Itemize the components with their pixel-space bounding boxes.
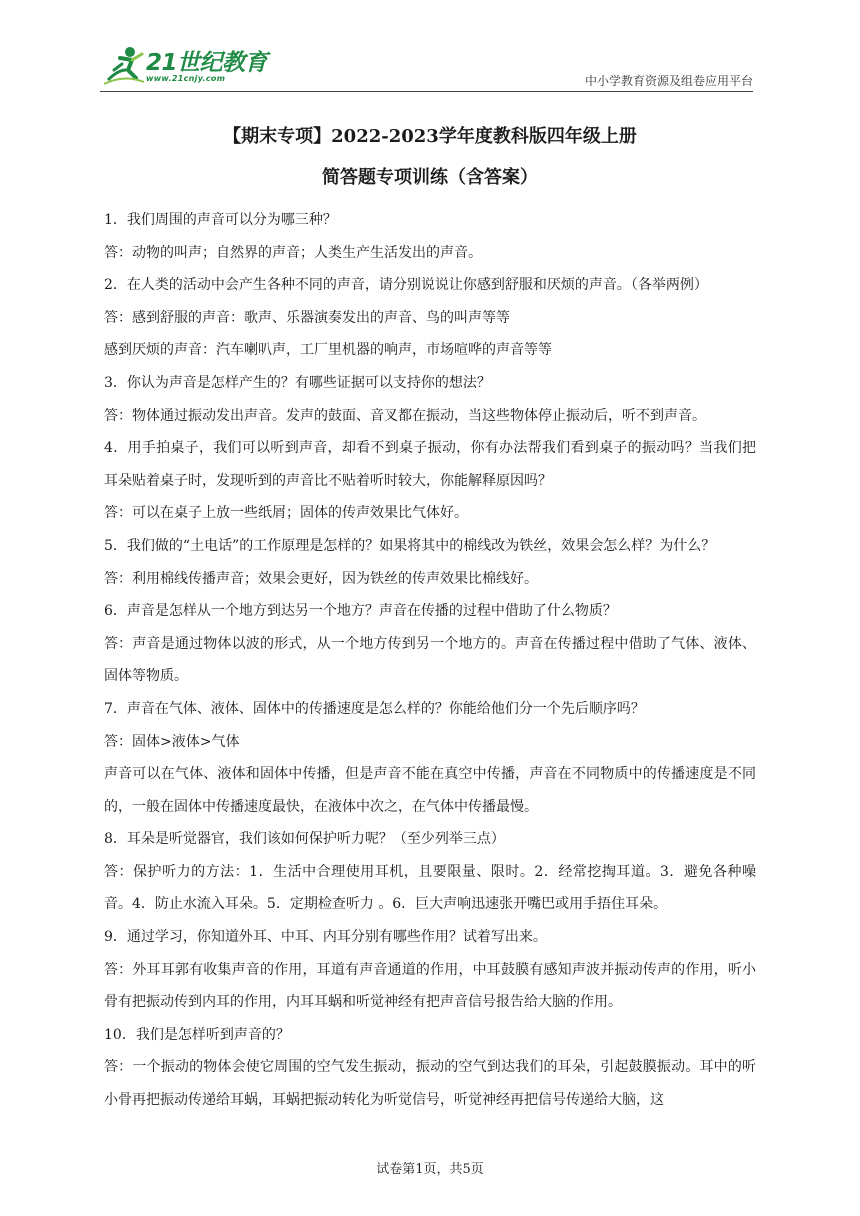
text-line: 7．声音在气体、液体、固体中的传播速度是怎么样的？你能给他们分一个先后顺序吗？ xyxy=(104,700,645,717)
text-line: 6．声音是怎样从一个地方到达另一个地方？声音在传播的过程中借助了什么物质？ xyxy=(104,603,617,620)
platform-name: 中小学教育资源及组卷应用平台 xyxy=(584,74,753,88)
text-line: 5．我们做的“土电话”的工作原理是怎样的？如果将其中的棉线改为铁丝，效果会怎么样？为什么？ xyxy=(104,537,716,554)
text-line: 感到厌烦的声音：汽车喇叭声，工厂里机器的响声，市场喧哗的声音等等 xyxy=(104,342,552,359)
runner-logo-icon xyxy=(100,44,146,88)
text-line: 答：声音是通过物体以波的形式，从一个地方传到另一个地方的。声音在传播过程中借助了气体、液体、固体等物质。 xyxy=(104,635,756,685)
text-line: 答：保护听力的方法：1．生活中合理使用耳机，且要限量、限时。2．经常挖掏耳道。3．避免各种噪音。4．防止水流入耳朵。5．定期检查听力 。6．巨大声响迅速张开嘴巴或用手捂住耳朵。 xyxy=(104,863,756,913)
text-line: 答：利用棉线传播声音；效果会更好，因为铁丝的传声效果比棉线好。 xyxy=(104,570,538,587)
document-subtitle: 简答题专项训练（含答案） xyxy=(322,167,538,188)
text-line: 答：可以在桌子上放一些纸屑；固体的传声效果比气体好。 xyxy=(104,505,468,522)
text-line: 声音可以在气体、液体和固体中传播，但是声音不能在真空中传播，声音在不同物质中的传播速度是不同的，一般在固体中传播速度最快，在液体中次之，在气体中传播最慢。 xyxy=(104,766,756,815)
text-line: 答：固体>液体>气体 xyxy=(104,733,240,750)
logo xyxy=(100,40,270,92)
logo-text: 21世纪教育 xyxy=(146,50,268,76)
text-line: 3．你认为声音是怎样产生的？有哪些证据可以支持你的想法？ xyxy=(104,374,491,391)
text-line: 答：物体通过振动发出声音。发声的鼓面、音叉都在振动，当这些物体停止振动后，听不到声音。 xyxy=(104,407,706,424)
text-line: 答：动物的叫声；自然界的声音；人类生产生活发出的声音。 xyxy=(104,244,482,261)
header-divider xyxy=(100,91,753,92)
logo-url: www.21cnjy.com xyxy=(146,74,226,83)
page-header xyxy=(100,40,753,92)
text-line: 答：外耳耳郭有收集声音的作用，耳道有声音通道的作用，中耳鼓膜有感知声波并振动传声的作用，听小骨有把振动传到内耳的作用，内耳耳蜗和听觉神经有把声音信号报告给大脑的作用。 xyxy=(104,961,756,1011)
document-title: 【期末专项】2022-2023学年度教科版四年级上册 xyxy=(223,126,637,147)
text-line: 10．我们是怎样听到声音的？ xyxy=(104,1026,290,1043)
text-line: 1．我们周围的声音可以分为哪三种？ xyxy=(104,212,337,228)
text-line: 答：一个振动的物体会使它周围的空气发生振动，振动的空气到达我们的耳朵，引起鼓膜振动。耳中的听小骨再把振动传递给耳蜗，耳蜗把振动转化为听觉信号，听觉神经再把信号传递给大脑，这 xyxy=(104,1059,756,1109)
page-footer: 试卷第1页，共5页 xyxy=(376,1162,484,1177)
text-line: 4．用手拍桌子，我们可以听到声音，却看不到桌子振动，你有办法帮我们看到桌子的振动吗？当我们把耳朵贴着桌子时，发现听到的声音比不贴着听时较大，你能解释原因吗？ xyxy=(104,440,756,489)
question-list xyxy=(104,204,756,1117)
text-line: 2．在人类的活动中会产生各种不同的声音，请分别说说让你感到舒服和厌烦的声音。（各举两例） xyxy=(104,277,708,294)
text-line: 8．耳朵是听觉器官，我们该如何保护听力呢？（至少列举三点） xyxy=(104,831,505,848)
text-line: 答：感到舒服的声音：歌声、乐器演奏发出的声音、鸟的叫声等等 xyxy=(104,309,510,326)
text-line: 9．通过学习，你知道外耳、中耳、内耳分别有哪些作用？试着写出来。 xyxy=(104,929,547,946)
